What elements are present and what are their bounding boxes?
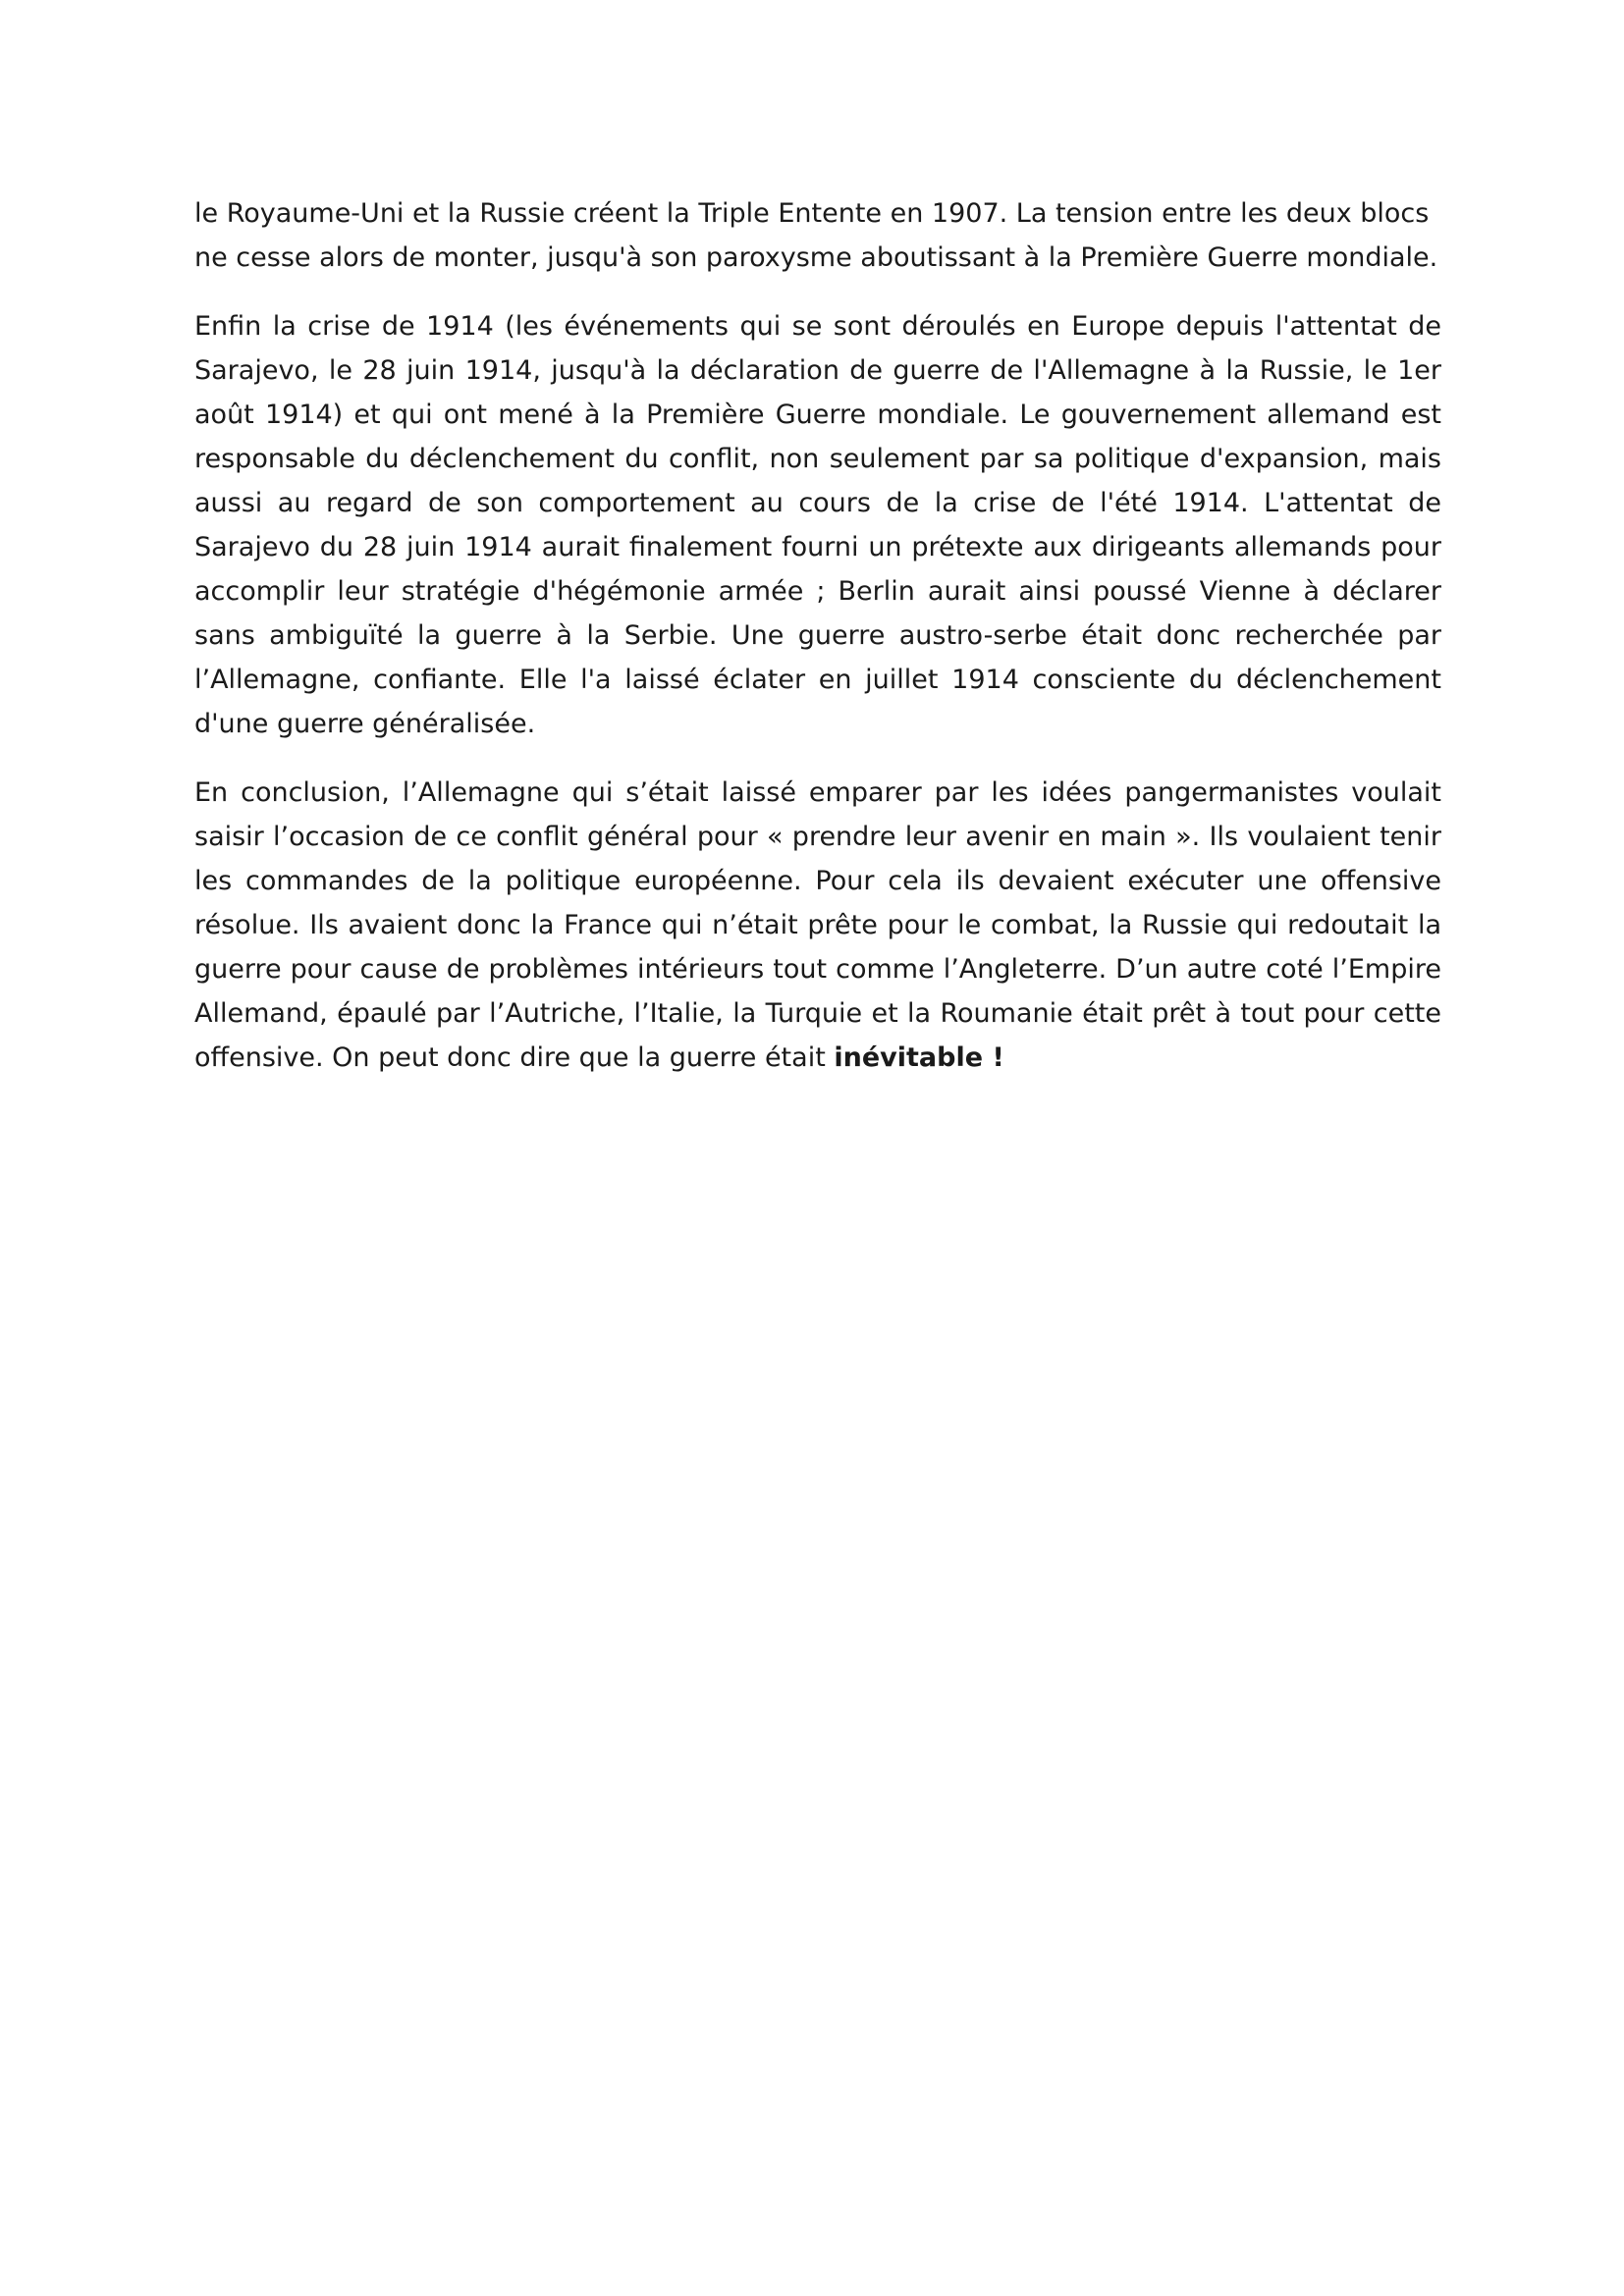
paragraph-conclusion xyxy=(194,771,1441,1080)
document-body xyxy=(194,191,1441,1104)
paragraph-crise-1914: Enfin la crise de 1914 (les événements qui se sont déroulés en Europe depuis l'attentat de Sarajevo, le 28 juin 1914, jusqu'à la déclaration de guerre de l'Allemagne à la Russie, le 1er août 1914) et qui ont mené à la Première Guerre mondiale. Le gouvernement allemand est responsable du déclenchement du conflit, non seulement par sa politique d'expansion, mais aussi au regard de son comportement au cours de la crise de l'été 1914. L'attentat de Sarajevo du 28 juin 1914 aurait finalement fourni un prétexte aux dirigeants allemands pour accomplir leur stratégie d'hégémonie armée ; Berlin aurait ainsi poussé Vienne à déclarer sans ambiguïté la guerre à la Serbie. Une guerre austro-serbe était donc recherchée par l’Allemagne, confiante. Elle l'a laissé éclater en juillet 1914 consciente du déclenchement d'une guerre généralisée. xyxy=(194,311,1441,739)
conclusion-emphasis: inévitable ! xyxy=(834,1042,1004,1073)
paragraph-triple-entente: le Royaume-Uni et la Russie créent la Triple Entente en 1907. La tension entre les deux blocs ne cesse alors de monter, jusqu'à son paroxysme aboutissant à la Première Guerre mondiale. xyxy=(194,198,1438,273)
conclusion-text: En conclusion, l’Allemagne qui s’était laissé emparer par les idées pangermanistes voulait saisir l’occasion de ce conflit général pour « prendre leur avenir en main ». Ils voulaient tenir les commandes de la politique européenne. Pour cela ils devaient exécuter une offensive résolue. Ils avaient donc la France qui n’était prête pour le combat, la Russie qui redoutait la guerre pour cause de problèmes intérieurs tout comme l’Angleterre. D’un autre coté l’Empire Allemand, épaulé par l’Autriche, l’Italie, la Turquie et la Roumanie était prêt à tout pour cette offensive. On peut donc dire que la guerre était xyxy=(194,777,1441,1073)
